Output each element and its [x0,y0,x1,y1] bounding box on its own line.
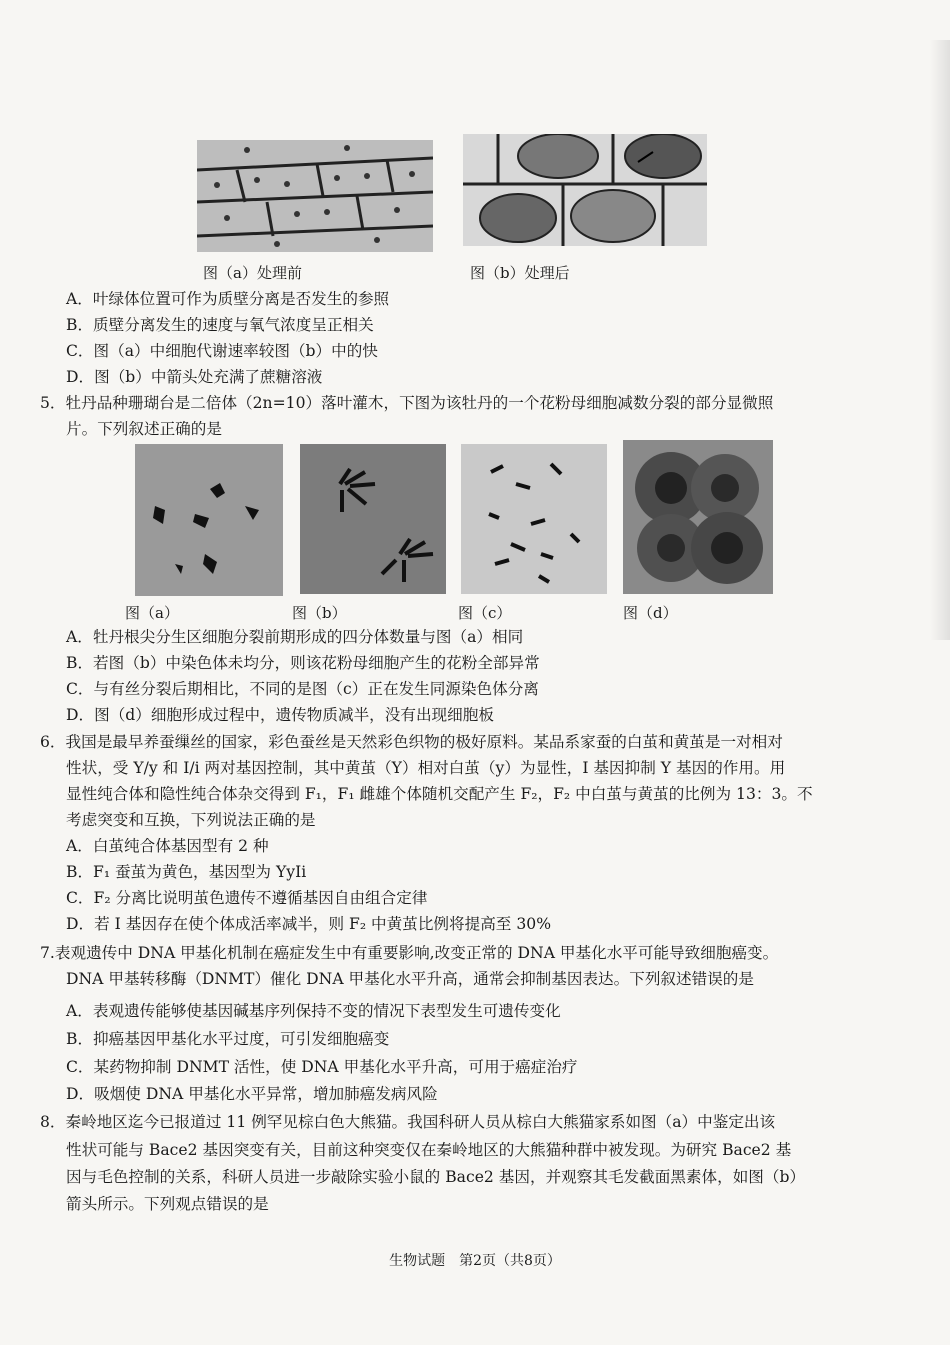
q5-option-d: D．图（d）细胞形成过程中，遗传物质减半，没有出现细胞板 [66,706,494,724]
q6-stem-line3: 显性纯合体和隐性纯合体杂交得到 F₁，F₁ 雌雄个体随机交配产生 F₂，F₂ 中白茧与黄茧的比例为 13：3。不 [66,785,813,803]
page-footer: 生物试题 第2页（共8页） [389,1253,561,1269]
q5-stem-line1: 5．牡丹品种珊瑚台是二倍体（2n=10）落叶灌木，下图为该牡丹的一个花粉母细胞减数分裂的部分显微照 [40,394,774,412]
meiosis-image-c [461,444,607,594]
caption-image-d: 图（d） [623,604,678,622]
q4-option-b: B．质壁分离发生的速度与氧气浓度呈正相关 [66,316,374,334]
caption-b-after: 图（b）处理后 [470,264,570,282]
q5-option-b: B．若图（b）中染色体未均分，则该花粉母细胞产生的花粉全部异常 [66,654,540,672]
q8-stem-line1: 8．秦岭地区迄今已报道过 11 例罕见棕白色大熊猫。我国科研人员从棕白大熊猫家系如图（a）中鉴定出该 [40,1113,776,1131]
q8-stem-line2: 性状可能与 Bace2 基因突变有关，目前这种突变仅在秦岭地区的大熊猫种群中被发现。为研究 Bace2 基 [66,1141,792,1159]
meiosis-image-b [300,444,446,594]
caption-image-b: 图（b） [292,604,347,622]
onion-cells-before-image [197,140,433,252]
onion-cells-after-image [463,134,707,246]
q7-option-b: B．抑癌基因甲基化水平过度，可引发细胞癌变 [66,1030,390,1048]
q6-option-b: B．F₁ 蚕茧为黄色，基因型为 YyIi [66,863,307,881]
q6-option-a: A．白茧纯合体基因型有 2 种 [66,837,269,855]
q7-option-a: A．表观遗传能够使基因碱基序列保持不变的情况下表型发生可遗传变化 [66,1002,561,1020]
micrograph-before [197,140,433,252]
q6-stem-line1: 6．我国是最早养蚕缫丝的国家，彩色蚕丝是天然彩色织物的极好原料。某品系家蚕的白茧和黄茧是一对相对 [40,733,783,751]
q7-stem-line2: DNA 甲基转移酶（DNMT）催化 DNA 甲基化水平升高，通常会抑制基因表达。下列叙述错误的是 [66,970,754,988]
q4-option-a: A．叶绿体位置可作为质壁分离是否发生的参照 [66,290,390,308]
caption-image-c: 图（c） [458,604,512,622]
q7-option-d: D．吸烟使 DNA 甲基化水平异常，增加肺癌发病风险 [66,1085,438,1103]
q6-stem-line4: 考虑突变和互换，下列说法正确的是 [66,811,316,829]
micrograph-after [463,134,707,246]
meiosis-image-d [623,440,773,594]
q5-option-a: A．牡丹根尖分生区细胞分裂前期形成的四分体数量与图（a）相同 [66,628,524,646]
q6-option-c: C．F₂ 分离比说明茧色遗传不遵循基因自由组合定律 [66,889,428,907]
q6-stem-line2: 性状，受 Y/y 和 I/i 两对基因控制，其中黄茧（Y）相对白茧（y）为显性，I 基因抑制 Y 基因的作用。用 [66,759,786,777]
q8-stem-line4: 箭头所示。下列观点错误的是 [66,1195,269,1213]
caption-image-a: 图（a） [125,604,179,622]
scan-edge-shadow [930,40,950,640]
q5-stem-line2: 片。下列叙述正确的是 [66,420,222,438]
q7-stem-line1: 7.表观遗传中 DNA 甲基化机制在癌症发生中有重要影响,改变正常的 DNA 甲基化水平可能导致细胞癌变。 [40,944,779,962]
q5-option-c: C．与有丝分裂后期相比，不同的是图（c）正在发生同源染色体分离 [66,680,539,698]
q4-option-c: C．图（a）中细胞代谢速率较图（b）中的快 [66,342,378,360]
q6-option-d: D．若 I 基因存在使个体成活率减半，则 F₂ 中黄茧比例将提高至 30% [66,915,552,933]
q4-option-d: D．图（b）中箭头处充满了蔗糖溶液 [66,368,323,386]
q7-option-c: C．某药物抑制 DNMT 活性，使 DNA 甲基化水平升高，可用于癌症治疗 [66,1058,578,1076]
caption-a-before: 图（a）处理前 [203,264,302,282]
q8-stem-line3: 因与毛色控制的关系，科研人员进一步敲除实验小鼠的 Bace2 基因，并观察其毛发截面黑素体，如图（b） [66,1168,806,1186]
meiosis-image-a [135,444,283,596]
